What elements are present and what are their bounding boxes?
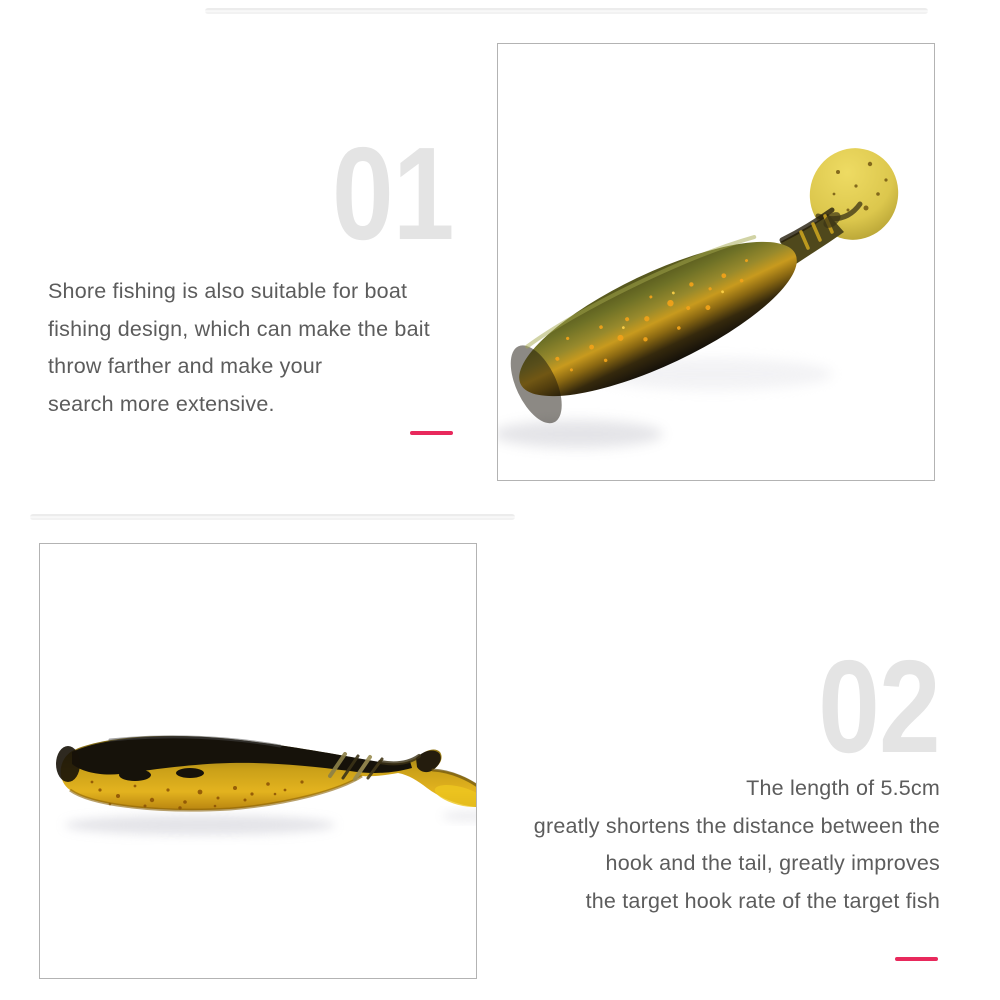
section-2-text-line-2: greatly shortens the distance between the [533,813,940,838]
section-2-text [420,770,940,920]
divider-line-middle [30,514,515,520]
section-2-accent-dash [895,957,938,961]
divider-line-top [205,8,928,14]
section-1-text-line-2: fishing design, which can make the bait [48,316,430,341]
section-1-accent-dash [410,431,453,435]
lure-photo-side [40,544,476,978]
product-image-frame-2 [39,543,477,979]
product-image-frame-1 [497,43,935,481]
section-2-text-line-1: The length of 5.5cm [746,776,940,800]
section-2-number: 02 [818,633,940,780]
section-1-text-line-1: Shore fishing is also suitable for boat [48,279,408,303]
section-1-text-line-3: throw farther and make your [48,354,323,378]
section-2-text-line-3: hook and the tail, greatly improves [605,851,940,875]
section-2-text-line-4: the target hook rate of the target fish [585,888,940,913]
section-1-number: 01 [332,120,454,267]
section-1-text-line-4: search more extensive. [48,391,275,416]
section-1-text [48,273,468,423]
lure-photo-angled [498,44,934,480]
